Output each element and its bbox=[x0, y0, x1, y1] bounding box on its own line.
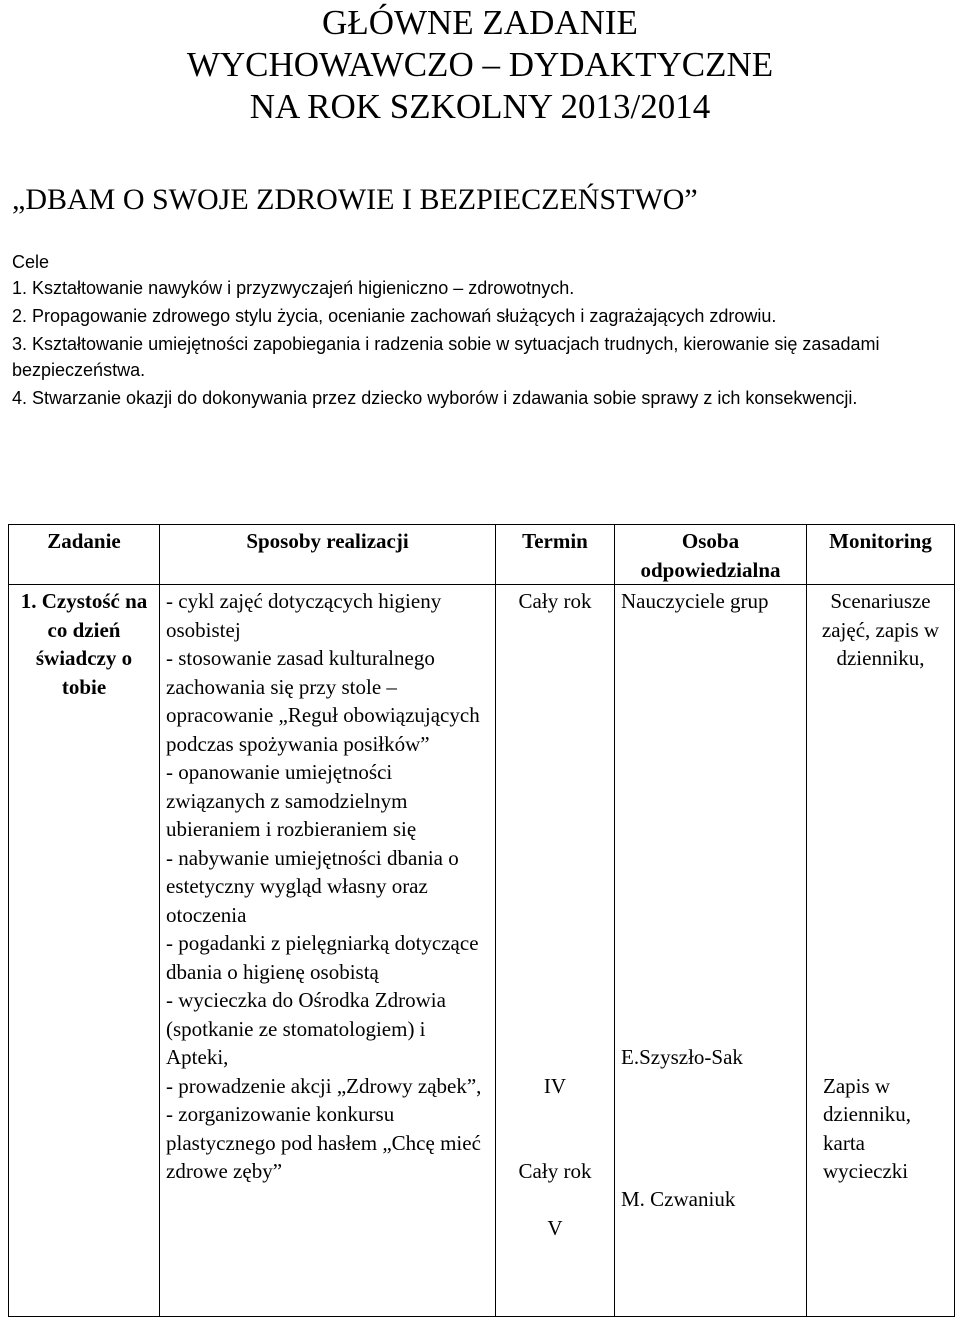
person-value: E.Szyszło-Sak bbox=[621, 1044, 743, 1069]
title-line-3: NA ROK SZKOLNY 2013/2014 bbox=[249, 87, 711, 126]
task-cell: 1. Czystość na co dzień świadczy o tobie bbox=[9, 585, 160, 1317]
person-spacer bbox=[621, 1100, 800, 1129]
person-value: M. Czwaniuk bbox=[621, 1187, 736, 1211]
term-spacer bbox=[502, 1129, 608, 1158]
monitoring-spacer bbox=[813, 673, 948, 1072]
goal-item-2: 2. Propagowanie zdrowego stylu życia, ocenianie zachowań służących i zagrażających zdrowiu. bbox=[12, 306, 777, 326]
monitoring-value: Zapis w dzienniku, karta wycieczki bbox=[823, 1073, 912, 1183]
term-value: V bbox=[547, 1216, 563, 1240]
method-item: - wycieczka do Ośrodka Zdrowia (spotkanie ze stomatologiem) i Apteki, bbox=[166, 988, 446, 1069]
term-cell bbox=[496, 585, 615, 1317]
method-item: - pogadanki z pielęgniarką dotyczące dbania o higienę osobistą bbox=[166, 931, 479, 984]
term-value: IV bbox=[543, 1073, 567, 1098]
method-item: - opanowanie umiejętności związanych z samodzielnym ubieraniem i rozbieraniem się bbox=[166, 760, 417, 841]
term-spacer bbox=[502, 1186, 608, 1215]
monitoring-cell bbox=[807, 585, 955, 1317]
methods-cell bbox=[160, 585, 496, 1317]
monitoring-spacer bbox=[813, 1186, 948, 1316]
person-spacer bbox=[621, 1071, 800, 1100]
method-item: - cykl zajęć dotyczących higieny osobistej bbox=[166, 589, 442, 642]
header-task: Zadanie bbox=[9, 525, 160, 585]
header-person: Osoba odpowiedzialna bbox=[615, 525, 807, 585]
person-spacer bbox=[621, 616, 800, 1043]
person-cell bbox=[615, 585, 807, 1317]
table-row bbox=[9, 585, 955, 1317]
title-line-1: GŁÓWNE ZADANIE bbox=[322, 3, 638, 42]
goals-section bbox=[12, 249, 942, 413]
method-item: - nabywanie umiejętności dbania o estetyczny wygląd własny oraz otoczenia bbox=[166, 845, 459, 927]
method-item: - zorganizowanie konkursu plastycznego pod hasłem „Chcę mieć zdrowe zęby” bbox=[166, 1102, 481, 1183]
term-value: Cały rok bbox=[518, 589, 592, 613]
method-item: - stosowanie zasad kulturalnego zachowania się przy stole – opracowanie „Reguł obowiązujących podczas spożywania posiłków” bbox=[166, 646, 480, 756]
person-value: Nauczyciele grup bbox=[621, 589, 769, 613]
motto: „DBAM O SWOJE ZDROWIE I BEZPIECZEŃSTWO” bbox=[12, 183, 698, 216]
method-item: - prowadzenie akcji „Zdrowy ząbek”, bbox=[166, 1073, 482, 1098]
header-monitoring: Monitoring bbox=[807, 525, 955, 585]
goals-heading: Cele bbox=[12, 252, 50, 272]
term-spacer bbox=[502, 1100, 608, 1129]
page-title bbox=[0, 2, 960, 128]
term-spacer bbox=[502, 616, 608, 1072]
header-term: Termin bbox=[496, 525, 615, 585]
goal-item-3: 3. Kształtowanie umiejętności zapobiegania i radzenia sobie w sytuacjach trudnych, kierowanie się zasadami bezpieczeństwa. bbox=[12, 334, 880, 380]
term-value: Cały rok bbox=[518, 1159, 592, 1183]
goal-item-1: 1. Kształtowanie nawyków i przyzwyczajeń higieniczno – zdrowotnych. bbox=[12, 278, 575, 298]
title-line-2: WYCHOWAWCZO – DYDAKTYCZNE bbox=[186, 45, 774, 84]
monitoring-value: Scenariusze zajęć, zapis w dzienniku, bbox=[821, 589, 940, 670]
goal-item-4: 4. Stwarzanie okazji do dokonywania przez dziecko wyborów i zdawania sobie sprawy z ich konsekwencji. bbox=[12, 388, 858, 408]
person-spacer bbox=[621, 1157, 800, 1186]
person-spacer bbox=[621, 1128, 800, 1157]
plan-table bbox=[8, 524, 955, 1317]
header-methods: Sposoby realizacji bbox=[160, 525, 496, 585]
table-header-row bbox=[9, 525, 955, 585]
